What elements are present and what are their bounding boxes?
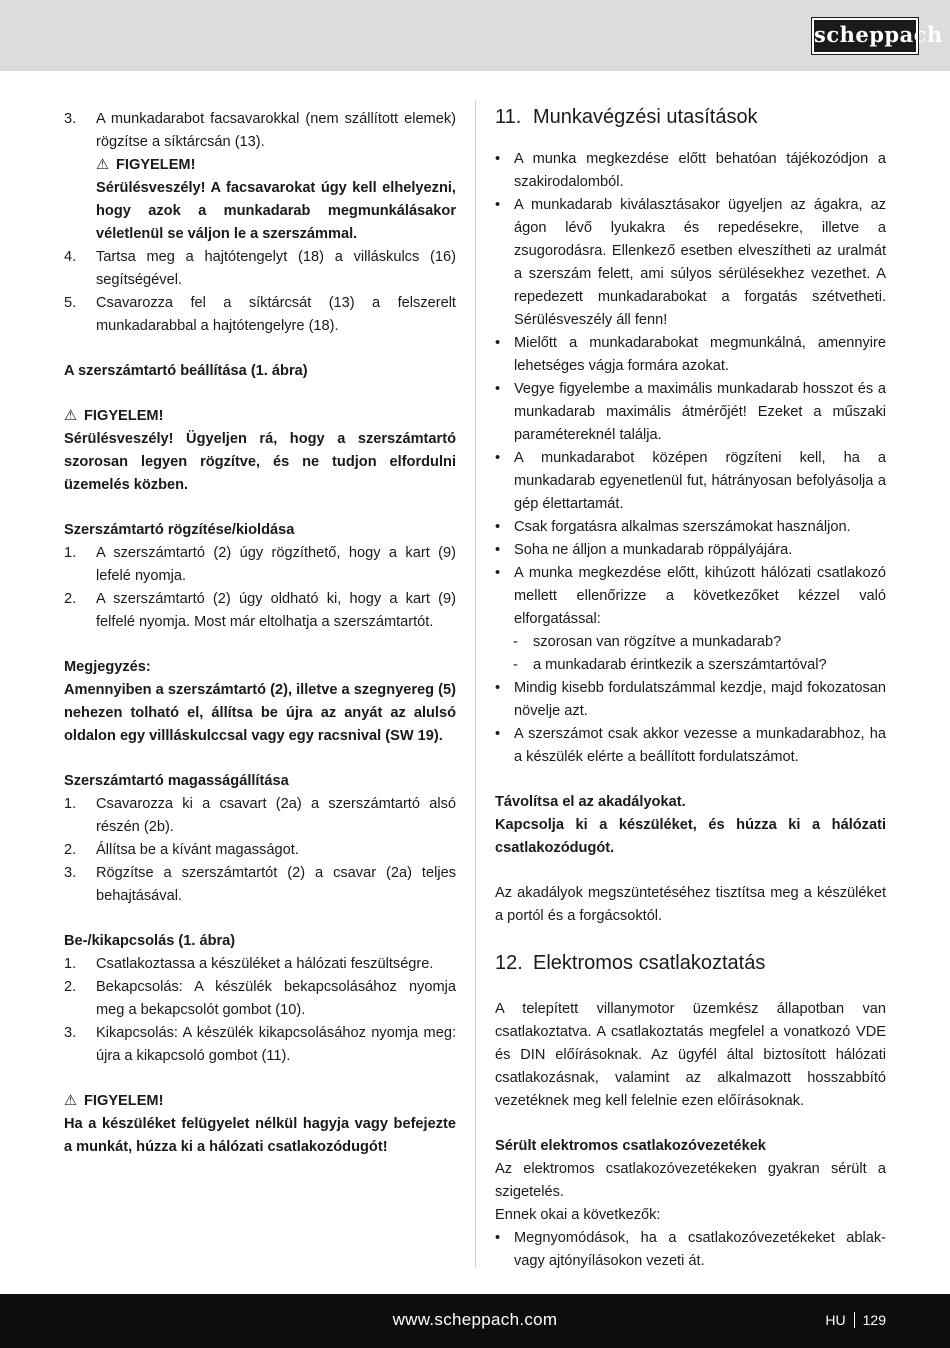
dash-item-text: a munkadarab érintkezik a szerszámtartóval? bbox=[533, 657, 827, 673]
warning-title: ⚠ FIGYELEM! bbox=[64, 405, 456, 428]
dash-list bbox=[495, 631, 886, 677]
step-text: Kikapcsolás: A készülék kikapcsolásához nyomja meg: újra a kikapcsoló gombot (11). bbox=[96, 1025, 456, 1064]
step-item bbox=[64, 793, 456, 839]
warning-icon: ⚠ bbox=[64, 408, 78, 424]
step-text: A szerszámtartó (2) úgy oldható ki, hogy a kart (9) felfelé nyomja. Most már eltolhatja a szerszámtartót. bbox=[96, 591, 456, 630]
step-item bbox=[64, 953, 456, 976]
header-bar bbox=[0, 0, 950, 71]
bullet-item bbox=[495, 1227, 886, 1273]
warning-block bbox=[64, 154, 456, 246]
bullet-item bbox=[495, 332, 886, 378]
bullet-item-marker: • bbox=[495, 542, 501, 558]
step-text: Rögzítse a szerszámtartót (2) a csavar (2a) teljes behajtásával. bbox=[96, 865, 456, 904]
step-number: 1. bbox=[64, 796, 77, 812]
bullet-item bbox=[495, 447, 886, 516]
step-item bbox=[64, 292, 456, 338]
warning-text: Sérülésveszély! A facsavarokat úgy kell elhelyezni, hogy azok a munkadarab megmunkálásakor véletlenül se váljon le a szerszámmal. bbox=[96, 180, 456, 242]
step-text: Csavarozza fel a síktárcsát (13) a felszerelt munkadarabbal a hajtótengelyre (18). bbox=[96, 295, 456, 334]
section-heading: Szerszámtartó magasságállítása bbox=[64, 773, 289, 789]
dash-item-marker: - bbox=[513, 634, 518, 650]
bullet-list bbox=[495, 1227, 886, 1273]
paragraph: Ennek okai a következők: bbox=[495, 1207, 661, 1223]
step-text: Csatlakoztassa a készüléket a hálózati feszültségre. bbox=[96, 956, 434, 972]
step-number: 2. bbox=[64, 842, 77, 858]
step-number: 1. bbox=[64, 956, 77, 972]
step-item bbox=[64, 862, 456, 908]
bullet-item-text: A munka megkezdése előtt behatóan tájékozódjon a szakirodalomból. bbox=[514, 151, 886, 190]
bullet-item-marker: • bbox=[495, 197, 501, 213]
warning-title: ⚠ FIGYELEM! bbox=[96, 154, 456, 177]
bullet-item bbox=[495, 148, 886, 194]
step-text: A szerszámtartó (2) úgy rögzíthető, hogy a kart (9) lefelé nyomja. bbox=[96, 545, 456, 584]
bullet-item-marker: • bbox=[495, 450, 501, 466]
section-heading: Sérült elektromos csatlakozóvezetékek bbox=[495, 1138, 766, 1154]
section-heading: Be-/kikapcsolás (1. ábra) bbox=[64, 933, 236, 949]
step-text: A munkadarabot facsavarokkal (nem szállított elemek) rögzítse a síktárcsán (13). bbox=[96, 111, 456, 150]
section-heading: A szerszámtartó beállítása (1. ábra) bbox=[64, 363, 308, 379]
bullet-item-text: Megnyomódások, ha a csatlakozóvezetékeket ablak- vagy ajtónyílásokon vezeti át. bbox=[514, 1230, 886, 1269]
bullet-item bbox=[495, 194, 886, 332]
warning-icon: ⚠ bbox=[64, 1093, 78, 1109]
paragraph: A telepített villanymotor üzemkész állapotban van csatlakoztatva. A csatlakoztatás megfelel a vonatkozó VDE és DIN előírásoknak. Az ügyfél által biztosított hálózati csatlakozásnak, valamint az alkalmazott hosszabbító vezetéknek meg kell felelnie ezen előírásoknak. bbox=[495, 1001, 886, 1109]
step-list bbox=[64, 953, 456, 1068]
step-text: Állítsa be a kívánt magasságot. bbox=[96, 842, 299, 858]
right-column bbox=[495, 104, 886, 1273]
step-item bbox=[64, 839, 456, 862]
bullet-item-marker: • bbox=[495, 335, 501, 351]
warning-block bbox=[64, 1090, 456, 1159]
bullet-item bbox=[495, 562, 886, 631]
bullet-item-text: A szerszámot csak akkor vezesse a munkadarabhoz, ha a készülék elérte a beállított fordulatszámot. bbox=[514, 726, 886, 765]
step-item bbox=[64, 108, 456, 154]
step-list bbox=[64, 793, 456, 908]
bullet-item-text: A munka megkezdése előtt, kihúzott hálózati csatlakozó mellett ellenőrizze a következőket kézzel való elforgatással: bbox=[514, 565, 886, 627]
step-text: Bekapcsolás: A készülék bekapcsolásához nyomja meg a bekapcsolót gombot (10). bbox=[96, 979, 456, 1018]
step-text: Csavarozza ki a csavart (2a) a szerszámtartó alsó részén (2b). bbox=[96, 796, 456, 835]
step-number: 4. bbox=[64, 249, 77, 265]
warning-block bbox=[64, 405, 456, 497]
warning-title: ⚠ FIGYELEM! bbox=[64, 1090, 456, 1113]
warning-text: Sérülésveszély! Ügyeljen rá, hogy a szerszámtartó szorosan legyen rögzítve, és ne tudjon elfordulni üzemelés közben. bbox=[64, 431, 456, 493]
left-column bbox=[64, 108, 456, 1159]
bullet-item bbox=[495, 516, 886, 539]
footer-bar bbox=[0, 1294, 950, 1348]
dash-item bbox=[495, 631, 886, 654]
website-link[interactable]: www.scheppach.com bbox=[392, 1310, 558, 1329]
bullet-item-text: A munkadarabot középen rögzíteni kell, ha a munkadarab egyenetlenül fut, hátrányosan befolyásolja a gép élettartamát. bbox=[514, 450, 886, 512]
step-number: 1. bbox=[64, 545, 77, 561]
bullet-item-text: Vegye figyelembe a maximális munkadarab hosszot és a munkadarab maximális átmérőjét! Ezeket a műszaki paramétereknél találja. bbox=[514, 381, 886, 443]
obstacle-text: Az akadályok megszüntetéséhez tisztítsa meg a készüléket a portól és a forgácsoktól. bbox=[495, 885, 886, 924]
dash-item bbox=[495, 654, 886, 677]
bullet-item-marker: • bbox=[495, 680, 501, 696]
warning-icon: ⚠ bbox=[96, 157, 110, 173]
bullet-item-text: Csak forgatásra alkalmas szerszámokat használjon. bbox=[514, 519, 851, 535]
paragraph: Az elektromos csatlakozóvezetékeken gyakran sérült a szigetelés. bbox=[495, 1161, 886, 1200]
bullet-item-marker: • bbox=[495, 151, 501, 167]
bullet-item-text: Mielőtt a munkadarabokat megmunkálná, amennyire lehetséges vágja formára azokat. bbox=[514, 335, 886, 374]
bullet-item bbox=[495, 539, 886, 562]
column-divider bbox=[475, 100, 476, 1268]
section-title: 11. Munkavégzési utasítások bbox=[495, 106, 758, 128]
step-number: 3. bbox=[64, 865, 77, 881]
bullet-item-text: Mindig kisebb fordulatszámmal kezdje, majd fokozatosan növelje azt. bbox=[514, 680, 886, 719]
step-list bbox=[64, 108, 456, 154]
obstacle-warning: Távolítsa el az akadályokat. Kapcsolja ki a készüléket, és húzza ki a hálózati csatlakozódugót. bbox=[495, 794, 886, 856]
step-item bbox=[64, 246, 456, 292]
step-item bbox=[64, 588, 456, 634]
bullet-item-marker: • bbox=[495, 519, 501, 535]
dash-item-text: szorosan van rögzítve a munkadarab? bbox=[533, 634, 782, 650]
step-item bbox=[64, 542, 456, 588]
dash-item-marker: - bbox=[513, 657, 518, 673]
bullet-item-text: A munkadarab kiválasztásakor ügyeljen az ágakra, az ágon lévő lyukakra és repedésekre, illetve a zsugorodásra. Ellenkező esetben elveszítheti az uralmát a szerszám felett, ami súlyos sérülésekhez vezethet. A repedezett munkadarabokat a forgatás szétvetheti. Sérülésveszély áll fenn! bbox=[514, 197, 886, 328]
bullet-item-marker: • bbox=[495, 1230, 501, 1246]
section-title: 12. Elektromos csatlakoztatás bbox=[495, 952, 766, 974]
step-number: 5. bbox=[64, 295, 77, 311]
bullet-item bbox=[495, 677, 886, 723]
brand-logo: scheppach bbox=[812, 18, 918, 54]
bullet-item-marker: • bbox=[495, 726, 501, 742]
note-text: Amennyiben a szerszámtartó (2), illetve a szegnyereg (5) nehezen tolható el, állítsa be újra az anyát az alulsó oldalon egy villláskulccsal vagy egy racsnival (SW 19). bbox=[64, 682, 456, 744]
step-text: Tartsa meg a hajtótengelyt (18) a villáskulcs (16) segítségével. bbox=[96, 249, 456, 288]
step-item bbox=[64, 1022, 456, 1068]
step-number: 3. bbox=[64, 1025, 77, 1041]
warning-text: Ha a készüléket felügyelet nélkül hagyja vagy befejezte a munkát, húzza ki a hálózati csatlakozódugót! bbox=[64, 1116, 456, 1155]
step-list bbox=[64, 246, 456, 338]
bullet-list bbox=[495, 148, 886, 631]
bullet-item bbox=[495, 378, 886, 447]
step-item bbox=[64, 976, 456, 1022]
step-number: 2. bbox=[64, 591, 77, 607]
bullet-item-marker: • bbox=[495, 381, 501, 397]
bullet-item-marker: • bbox=[495, 565, 501, 581]
step-number: 3. bbox=[64, 111, 77, 127]
bullet-item-text: Soha ne álljon a munkadarab röppályájára. bbox=[514, 542, 793, 558]
section-heading: Szerszámtartó rögzítése/kioldása bbox=[64, 522, 295, 538]
page-number: HU 129 bbox=[825, 1312, 886, 1328]
note-title: Megjegyzés: bbox=[64, 659, 151, 675]
step-list bbox=[64, 542, 456, 634]
step-number: 2. bbox=[64, 979, 77, 995]
bullet-list bbox=[495, 677, 886, 769]
bullet-item bbox=[495, 723, 886, 769]
